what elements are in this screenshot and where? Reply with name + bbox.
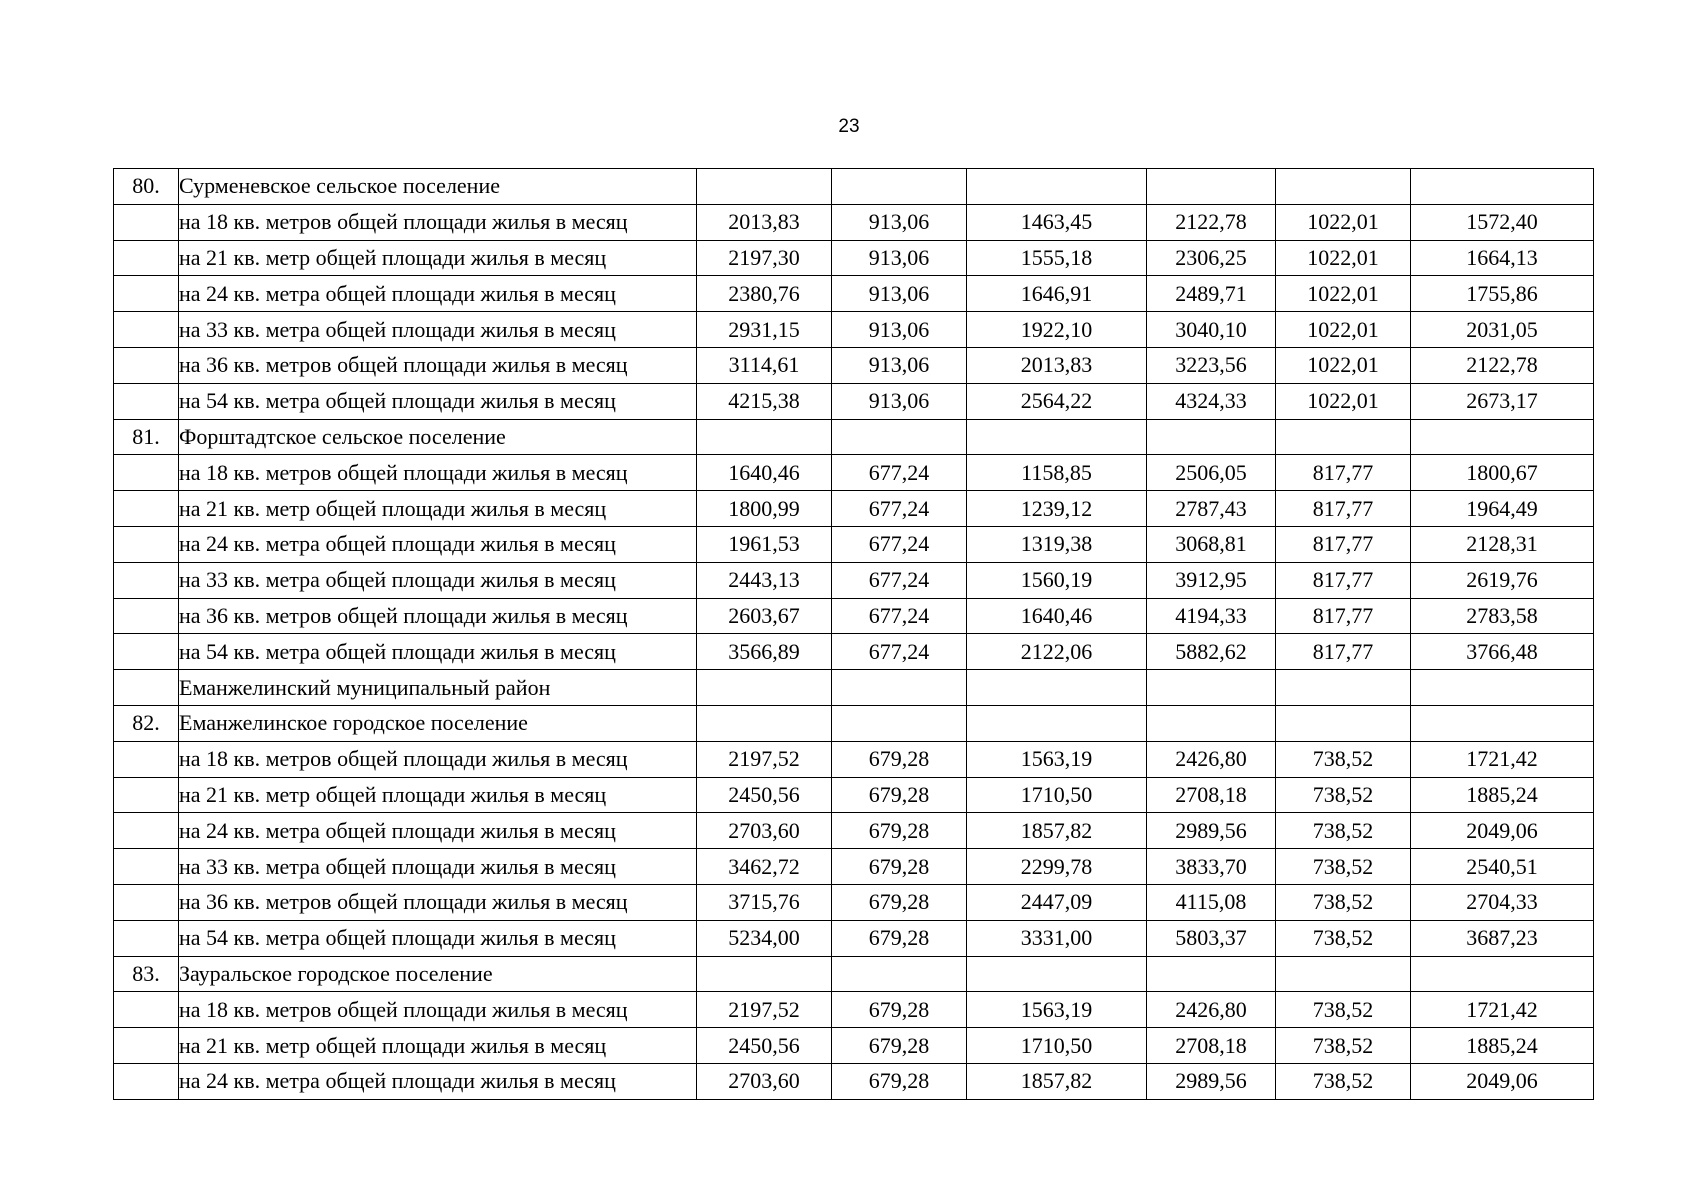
row-name-cell: на 54 кв. метра общей площади жилья в месяц bbox=[179, 634, 697, 670]
value-cell: 2450,56 bbox=[697, 777, 832, 813]
value-cell: 2564,22 bbox=[967, 383, 1147, 419]
table-row bbox=[114, 347, 1594, 383]
value-cell bbox=[967, 169, 1147, 205]
table-row bbox=[114, 240, 1594, 276]
table-row bbox=[114, 813, 1594, 849]
table-row bbox=[114, 276, 1594, 312]
value-cell: 1022,01 bbox=[1276, 383, 1411, 419]
value-cell bbox=[832, 705, 967, 741]
row-number-cell bbox=[114, 670, 179, 706]
row-name-cell: на 33 кв. метра общей площади жилья в месяц bbox=[179, 562, 697, 598]
table-row bbox=[114, 312, 1594, 348]
value-cell bbox=[1276, 169, 1411, 205]
value-cell: 817,77 bbox=[1276, 455, 1411, 491]
value-cell bbox=[697, 419, 832, 455]
value-cell: 817,77 bbox=[1276, 634, 1411, 670]
value-cell: 817,77 bbox=[1276, 526, 1411, 562]
row-number-cell bbox=[114, 1028, 179, 1064]
value-cell: 3687,23 bbox=[1411, 920, 1594, 956]
value-cell: 677,24 bbox=[832, 455, 967, 491]
row-number-cell bbox=[114, 455, 179, 491]
value-cell: 738,52 bbox=[1276, 849, 1411, 885]
value-cell: 1885,24 bbox=[1411, 777, 1594, 813]
row-name-cell: на 33 кв. метра общей площади жилья в месяц bbox=[179, 312, 697, 348]
value-cell: 2787,43 bbox=[1147, 491, 1276, 527]
value-cell: 1800,99 bbox=[697, 491, 832, 527]
value-cell: 2197,52 bbox=[697, 741, 832, 777]
value-cell bbox=[967, 670, 1147, 706]
table-row bbox=[114, 526, 1594, 562]
value-cell: 913,06 bbox=[832, 347, 967, 383]
value-cell: 738,52 bbox=[1276, 813, 1411, 849]
table-row bbox=[114, 598, 1594, 634]
table-row bbox=[114, 705, 1594, 741]
row-number-cell bbox=[114, 347, 179, 383]
value-cell bbox=[1411, 705, 1594, 741]
value-cell: 1158,85 bbox=[967, 455, 1147, 491]
value-cell: 2197,52 bbox=[697, 992, 832, 1028]
value-cell bbox=[832, 419, 967, 455]
value-cell: 1022,01 bbox=[1276, 276, 1411, 312]
value-cell: 1022,01 bbox=[1276, 240, 1411, 276]
value-cell bbox=[832, 670, 967, 706]
value-cell: 2013,83 bbox=[697, 204, 832, 240]
value-cell: 738,52 bbox=[1276, 1063, 1411, 1099]
value-cell: 679,28 bbox=[832, 1063, 967, 1099]
value-cell bbox=[1147, 670, 1276, 706]
rates-table-body bbox=[114, 169, 1594, 1100]
value-cell: 5803,37 bbox=[1147, 920, 1276, 956]
value-cell: 1721,42 bbox=[1411, 741, 1594, 777]
row-number-cell bbox=[114, 526, 179, 562]
value-cell: 3223,56 bbox=[1147, 347, 1276, 383]
row-number-cell bbox=[114, 813, 179, 849]
table-row bbox=[114, 204, 1594, 240]
table-row bbox=[114, 562, 1594, 598]
value-cell: 2128,31 bbox=[1411, 526, 1594, 562]
value-cell: 2443,13 bbox=[697, 562, 832, 598]
value-cell: 1800,67 bbox=[1411, 455, 1594, 491]
value-cell: 3912,95 bbox=[1147, 562, 1276, 598]
value-cell: 1857,82 bbox=[967, 813, 1147, 849]
value-cell: 1721,42 bbox=[1411, 992, 1594, 1028]
row-name-cell: Сурменевское сельское поселение bbox=[179, 169, 697, 205]
row-name-cell: Зауральское городское поселение bbox=[179, 956, 697, 992]
value-cell bbox=[1276, 705, 1411, 741]
value-cell bbox=[832, 169, 967, 205]
row-name-cell: на 54 кв. метра общей площади жилья в месяц bbox=[179, 920, 697, 956]
value-cell: 1563,19 bbox=[967, 992, 1147, 1028]
value-cell: 2122,78 bbox=[1147, 204, 1276, 240]
row-name-cell: на 21 кв. метр общей площади жилья в месяц bbox=[179, 491, 697, 527]
row-name-cell: на 21 кв. метр общей площади жилья в месяц bbox=[179, 240, 697, 276]
value-cell: 2447,09 bbox=[967, 884, 1147, 920]
value-cell: 2306,25 bbox=[1147, 240, 1276, 276]
row-name-cell: на 18 кв. метров общей площади жилья в месяц bbox=[179, 204, 697, 240]
value-cell: 2031,05 bbox=[1411, 312, 1594, 348]
value-cell: 1555,18 bbox=[967, 240, 1147, 276]
value-cell: 3766,48 bbox=[1411, 634, 1594, 670]
value-cell bbox=[1147, 956, 1276, 992]
value-cell: 677,24 bbox=[832, 598, 967, 634]
value-cell bbox=[697, 705, 832, 741]
value-cell: 3068,81 bbox=[1147, 526, 1276, 562]
value-cell: 4324,33 bbox=[1147, 383, 1276, 419]
row-number-cell bbox=[114, 741, 179, 777]
value-cell bbox=[967, 419, 1147, 455]
value-cell: 2122,06 bbox=[967, 634, 1147, 670]
value-cell: 913,06 bbox=[832, 204, 967, 240]
table-row bbox=[114, 455, 1594, 491]
table-row bbox=[114, 884, 1594, 920]
table-row bbox=[114, 491, 1594, 527]
value-cell: 1560,19 bbox=[967, 562, 1147, 598]
value-cell: 2013,83 bbox=[967, 347, 1147, 383]
value-cell: 1022,01 bbox=[1276, 312, 1411, 348]
row-name-cell: на 36 кв. метров общей площади жилья в месяц bbox=[179, 347, 697, 383]
value-cell: 738,52 bbox=[1276, 884, 1411, 920]
value-cell: 2703,60 bbox=[697, 813, 832, 849]
value-cell bbox=[967, 705, 1147, 741]
value-cell: 3331,00 bbox=[967, 920, 1147, 956]
value-cell: 913,06 bbox=[832, 276, 967, 312]
row-name-cell: Форштадтское сельское поселение bbox=[179, 419, 697, 455]
value-cell: 817,77 bbox=[1276, 598, 1411, 634]
value-cell: 2931,15 bbox=[697, 312, 832, 348]
value-cell: 2783,58 bbox=[1411, 598, 1594, 634]
value-cell bbox=[1147, 419, 1276, 455]
value-cell: 2619,76 bbox=[1411, 562, 1594, 598]
value-cell: 679,28 bbox=[832, 849, 967, 885]
value-cell: 1563,19 bbox=[967, 741, 1147, 777]
value-cell: 4115,08 bbox=[1147, 884, 1276, 920]
value-cell bbox=[832, 956, 967, 992]
value-cell: 1022,01 bbox=[1276, 347, 1411, 383]
table-row bbox=[114, 956, 1594, 992]
value-cell bbox=[1276, 670, 1411, 706]
row-name-cell: на 24 кв. метра общей площади жилья в месяц bbox=[179, 1063, 697, 1099]
value-cell: 1922,10 bbox=[967, 312, 1147, 348]
row-number-cell bbox=[114, 884, 179, 920]
value-cell: 2603,67 bbox=[697, 598, 832, 634]
row-number-cell bbox=[114, 598, 179, 634]
value-cell: 3833,70 bbox=[1147, 849, 1276, 885]
value-cell bbox=[1276, 419, 1411, 455]
row-number-cell bbox=[114, 920, 179, 956]
value-cell: 2489,71 bbox=[1147, 276, 1276, 312]
value-cell bbox=[1411, 670, 1594, 706]
value-cell bbox=[697, 169, 832, 205]
value-cell: 2450,56 bbox=[697, 1028, 832, 1064]
value-cell: 2708,18 bbox=[1147, 1028, 1276, 1064]
value-cell: 2506,05 bbox=[1147, 455, 1276, 491]
table-row bbox=[114, 741, 1594, 777]
value-cell bbox=[1411, 956, 1594, 992]
value-cell: 1646,91 bbox=[967, 276, 1147, 312]
value-cell: 1885,24 bbox=[1411, 1028, 1594, 1064]
row-name-cell: на 24 кв. метра общей площади жилья в месяц bbox=[179, 526, 697, 562]
value-cell: 2540,51 bbox=[1411, 849, 1594, 885]
value-cell: 738,52 bbox=[1276, 920, 1411, 956]
row-name-cell: на 18 кв. метров общей площади жилья в месяц bbox=[179, 455, 697, 491]
table-row bbox=[114, 849, 1594, 885]
value-cell: 2704,33 bbox=[1411, 884, 1594, 920]
value-cell: 1640,46 bbox=[967, 598, 1147, 634]
row-number-cell bbox=[114, 777, 179, 813]
row-name-cell: на 21 кв. метр общей площади жилья в месяц bbox=[179, 777, 697, 813]
value-cell: 3114,61 bbox=[697, 347, 832, 383]
value-cell: 2989,56 bbox=[1147, 1063, 1276, 1099]
value-cell: 1572,40 bbox=[1411, 204, 1594, 240]
value-cell: 2426,80 bbox=[1147, 741, 1276, 777]
row-name-cell: на 21 кв. метр общей площади жилья в месяц bbox=[179, 1028, 697, 1064]
table-row bbox=[114, 383, 1594, 419]
value-cell: 1710,50 bbox=[967, 1028, 1147, 1064]
row-number-cell: 80. bbox=[114, 169, 179, 205]
row-name-cell: на 18 кв. метров общей площади жилья в месяц bbox=[179, 992, 697, 1028]
value-cell: 677,24 bbox=[832, 491, 967, 527]
row-number-cell bbox=[114, 491, 179, 527]
value-cell: 2380,76 bbox=[697, 276, 832, 312]
row-name-cell: на 36 кв. метров общей площади жилья в месяц bbox=[179, 884, 697, 920]
row-number-cell: 81. bbox=[114, 419, 179, 455]
value-cell: 738,52 bbox=[1276, 1028, 1411, 1064]
row-name-cell: на 24 кв. метра общей площади жилья в месяц bbox=[179, 276, 697, 312]
value-cell: 679,28 bbox=[832, 813, 967, 849]
value-cell: 2989,56 bbox=[1147, 813, 1276, 849]
value-cell: 1964,49 bbox=[1411, 491, 1594, 527]
value-cell: 5234,00 bbox=[697, 920, 832, 956]
value-cell bbox=[1411, 419, 1594, 455]
value-cell: 4215,38 bbox=[697, 383, 832, 419]
row-name-cell: на 33 кв. метра общей площади жилья в месяц bbox=[179, 849, 697, 885]
value-cell: 2122,78 bbox=[1411, 347, 1594, 383]
value-cell: 4194,33 bbox=[1147, 598, 1276, 634]
value-cell: 2703,60 bbox=[697, 1063, 832, 1099]
row-number-cell bbox=[114, 1063, 179, 1099]
table-row bbox=[114, 634, 1594, 670]
value-cell: 1664,13 bbox=[1411, 240, 1594, 276]
value-cell: 738,52 bbox=[1276, 741, 1411, 777]
value-cell: 679,28 bbox=[832, 920, 967, 956]
value-cell bbox=[1147, 169, 1276, 205]
value-cell: 1640,46 bbox=[697, 455, 832, 491]
row-number-cell bbox=[114, 849, 179, 885]
value-cell: 738,52 bbox=[1276, 992, 1411, 1028]
row-number-cell: 82. bbox=[114, 705, 179, 741]
row-number-cell bbox=[114, 383, 179, 419]
value-cell: 2197,30 bbox=[697, 240, 832, 276]
value-cell bbox=[697, 670, 832, 706]
row-name-cell: на 36 кв. метров общей площади жилья в месяц bbox=[179, 598, 697, 634]
value-cell: 677,24 bbox=[832, 634, 967, 670]
value-cell: 1463,45 bbox=[967, 204, 1147, 240]
value-cell: 1710,50 bbox=[967, 777, 1147, 813]
value-cell: 3715,76 bbox=[697, 884, 832, 920]
value-cell: 2673,17 bbox=[1411, 383, 1594, 419]
value-cell: 5882,62 bbox=[1147, 634, 1276, 670]
row-number-cell bbox=[114, 634, 179, 670]
table-row bbox=[114, 169, 1594, 205]
value-cell: 1961,53 bbox=[697, 526, 832, 562]
row-name-cell: Еманжелинский муниципальный район bbox=[179, 670, 697, 706]
value-cell: 1319,38 bbox=[967, 526, 1147, 562]
value-cell: 679,28 bbox=[832, 1028, 967, 1064]
table-row bbox=[114, 1063, 1594, 1099]
page-number: 23 bbox=[838, 116, 860, 137]
row-number-cell bbox=[114, 992, 179, 1028]
value-cell: 2049,06 bbox=[1411, 813, 1594, 849]
value-cell: 677,24 bbox=[832, 562, 967, 598]
row-name-cell: на 24 кв. метра общей площади жилья в месяц bbox=[179, 813, 697, 849]
value-cell: 913,06 bbox=[832, 240, 967, 276]
table-row bbox=[114, 920, 1594, 956]
row-number-cell bbox=[114, 312, 179, 348]
value-cell: 738,52 bbox=[1276, 777, 1411, 813]
value-cell: 2708,18 bbox=[1147, 777, 1276, 813]
value-cell: 677,24 bbox=[832, 526, 967, 562]
value-cell: 913,06 bbox=[832, 383, 967, 419]
value-cell bbox=[1147, 705, 1276, 741]
value-cell: 1755,86 bbox=[1411, 276, 1594, 312]
value-cell bbox=[697, 956, 832, 992]
row-number-cell: 83. bbox=[114, 956, 179, 992]
row-number-cell bbox=[114, 276, 179, 312]
table-row bbox=[114, 670, 1594, 706]
value-cell: 679,28 bbox=[832, 884, 967, 920]
value-cell: 817,77 bbox=[1276, 562, 1411, 598]
row-number-cell bbox=[114, 562, 179, 598]
value-cell: 1022,01 bbox=[1276, 204, 1411, 240]
value-cell: 2049,06 bbox=[1411, 1063, 1594, 1099]
value-cell: 679,28 bbox=[832, 992, 967, 1028]
value-cell: 1239,12 bbox=[967, 491, 1147, 527]
value-cell: 3462,72 bbox=[697, 849, 832, 885]
rates-table bbox=[113, 168, 1594, 1100]
row-name-cell: Еманжелинское городское поселение bbox=[179, 705, 697, 741]
row-number-cell bbox=[114, 204, 179, 240]
value-cell: 2426,80 bbox=[1147, 992, 1276, 1028]
table-row bbox=[114, 992, 1594, 1028]
value-cell: 679,28 bbox=[832, 777, 967, 813]
value-cell bbox=[1411, 169, 1594, 205]
value-cell bbox=[967, 956, 1147, 992]
value-cell: 679,28 bbox=[832, 741, 967, 777]
value-cell: 817,77 bbox=[1276, 491, 1411, 527]
table-row bbox=[114, 419, 1594, 455]
value-cell: 2299,78 bbox=[967, 849, 1147, 885]
row-name-cell: на 54 кв. метра общей площади жилья в месяц bbox=[179, 383, 697, 419]
value-cell: 3566,89 bbox=[697, 634, 832, 670]
value-cell bbox=[1276, 956, 1411, 992]
value-cell: 3040,10 bbox=[1147, 312, 1276, 348]
value-cell: 913,06 bbox=[832, 312, 967, 348]
value-cell: 1857,82 bbox=[967, 1063, 1147, 1099]
table-row bbox=[114, 1028, 1594, 1064]
row-name-cell: на 18 кв. метров общей площади жилья в месяц bbox=[179, 741, 697, 777]
table-row bbox=[114, 777, 1594, 813]
row-number-cell bbox=[114, 240, 179, 276]
